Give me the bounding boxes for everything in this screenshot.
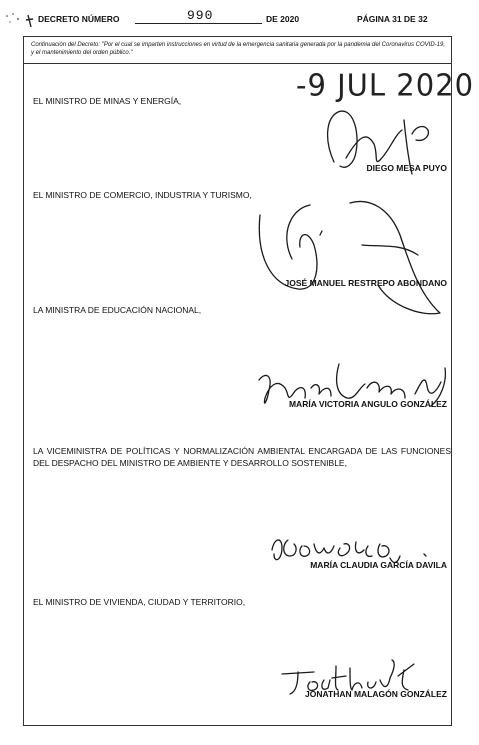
signatory-name-vivienda: JONATHAN MALAGÓN GONZÁLEZ (305, 689, 447, 699)
date-stamp: -9 JUL 2020 (296, 67, 475, 103)
decree-label: DECRETO NÚMERO (38, 14, 120, 24)
continuation-divider (23, 63, 452, 64)
signatory-title-vivienda: EL MINISTRO DE VIVIENDA, CIUDAD Y TERRITORIO, (33, 597, 246, 607)
continuation-note: Continuación del Decreto: "Por el cual se imparten instrucciones en virtud de la emergencia sanitaria generada por la pandemia del Coronavirus COVID-19, y el mantenimiento del orden público." (31, 42, 446, 56)
page-header (0, 9, 479, 29)
decree-number: 990 (187, 8, 214, 23)
signatory-title-comercio: EL MINISTRO DE COMERCIO, INDUSTRIA Y TURISMO, (33, 190, 252, 200)
signatory-name-educacion: MARÍA VICTORIA ANGULO GONZÁLEZ (288, 399, 447, 409)
page-number: PÁGINA 31 DE 32 (357, 14, 428, 24)
decree-year: DE 2020 (266, 14, 300, 24)
signatory-name-minas: DIEGO MESA PUYO (366, 163, 447, 173)
signature-maria-angulo (255, 358, 455, 418)
signatory-name-ambiente: MARÍA CLAUDIA GARCÍA DAVILA (310, 560, 447, 570)
signature-jose-restrepo (250, 185, 460, 335)
decree-number-line (135, 23, 262, 24)
signatory-title-minas: EL MINISTRO DE MINAS Y ENERGÍA, (33, 96, 182, 106)
signatory-title-educacion: LA MINISTRA DE EDUCACIÓN NACIONAL, (33, 305, 202, 315)
scan-specks (4, 13, 34, 33)
signatory-title-ambiente: LA VICEMINISTRA DE POLÍTICAS Y NORMALIZACIÓN AMBIENTAL ENCARGADA DE LAS FUNCIONES DEL DESPACHO DEL MINISTRO DE AMBIENTE Y DESARROLLO SOSTENIBLE, (33, 446, 451, 468)
signatory-name-comercio: JOSÉ MANUEL RESTREPO ABONDANO (284, 278, 447, 288)
